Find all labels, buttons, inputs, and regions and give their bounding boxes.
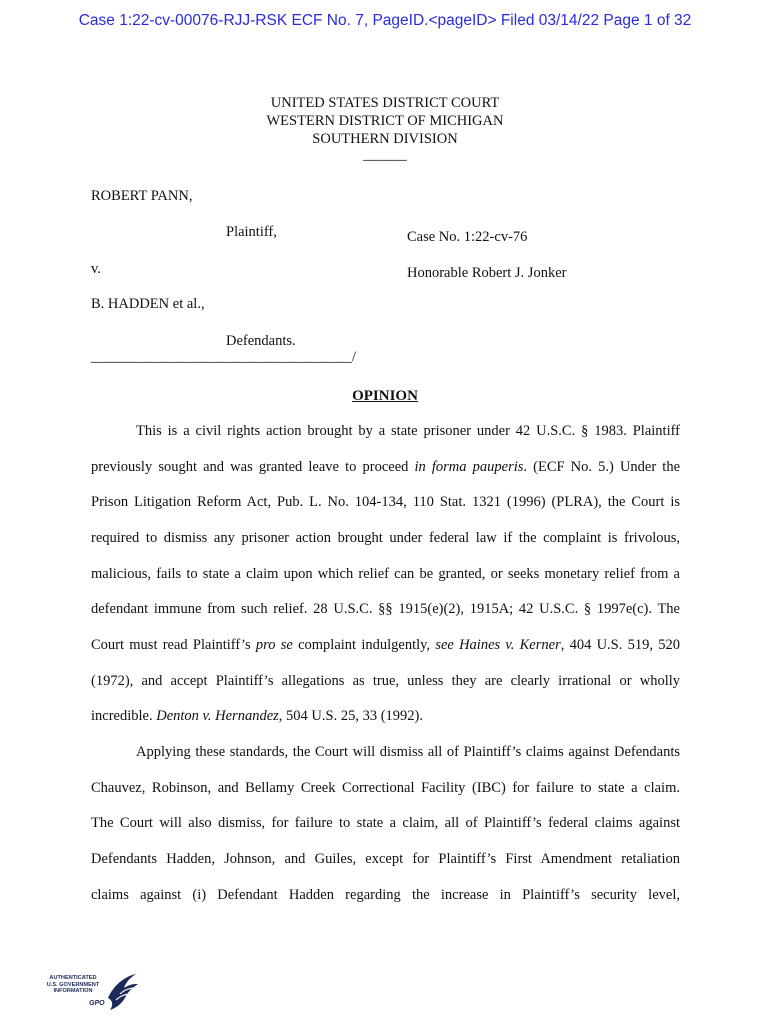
- body-line: Prison Litigation Reform Act, Pub. L. No. 104-134, 110 Stat. 1321 (1996) (PLRA), the Court is: [91, 494, 680, 510]
- versus: v.: [91, 261, 101, 277]
- body-line: Applying these standards, the Court will dismiss all of Plaintiff’s claims against Defendants: [136, 744, 680, 760]
- body-line: The Court will also dismiss, for failure to state a claim, all of Plaintiff’s federal claims against: [91, 815, 680, 831]
- eagle-icon: [100, 970, 140, 1016]
- body-line: defendant immune from such relief. 28 U.S.C. §§ 1915(e)(2), 1915A; 42 U.S.C. § 1997e(c). The: [91, 601, 680, 617]
- defendant-name: B. HADDEN et al.,: [91, 296, 205, 312]
- body-line: Chauvez, Robinson, and Bellamy Creek Correctional Facility (IBC) for failure to state a claim.: [91, 780, 680, 796]
- judge-name: Honorable Robert J. Jonker: [407, 265, 567, 281]
- opinion-title: OPINION: [352, 388, 418, 404]
- case-number: Case No. 1:22-cv-76: [407, 229, 528, 245]
- body-line: previously sought and was granted leave to proceed in forma pauperis. (ECF No. 5.) Under the: [91, 459, 681, 475]
- court-division: SOUTHERN DIVISION: [312, 131, 458, 147]
- gpo-label: GPO: [89, 1000, 105, 1007]
- body-line: malicious, fails to state a claim upon which relief can be granted, or seeks monetary relief from a: [91, 566, 680, 582]
- seal-text: AUTHENTICATED U.S. GOVERNMENT INFORMATION: [46, 975, 100, 994]
- defendant-role: Defendants.: [226, 333, 296, 349]
- body-line: required to dismiss any prisoner action brought under federal law if the complaint is frivolous,: [91, 530, 680, 546]
- caption-closing-line: ____________________________________/: [91, 349, 357, 365]
- body-line: This is a civil rights action brought by a state prisoner under 42 U.S.C. § 1983. Plaintiff: [136, 423, 680, 439]
- ecf-header: Case 1:22-cv-00076-RJJ-RSK ECF No. 7, PageID.<pageID> Filed 03/14/22 Page 1 of 32: [78, 12, 692, 29]
- gpo-authentication-seal: [42, 970, 142, 1016]
- body-line: Defendants Hadden, Johnson, and Guiles, except for Plaintiff’s First Amendment retaliation: [91, 851, 680, 867]
- court-district: WESTERN DISTRICT OF MICHIGAN: [266, 113, 504, 129]
- court-rule: ______: [363, 147, 407, 163]
- plaintiff-role: Plaintiff,: [226, 224, 277, 240]
- body-line: incredible. Denton v. Hernandez, 504 U.S. 25, 33 (1992).: [91, 708, 423, 724]
- body-line: claims against (i) Defendant Hadden regarding the increase in Plaintiff’s security level,: [91, 887, 680, 903]
- body-line: Court must read Plaintiff’s pro se complaint indulgently, see Haines v. Kerner, 404 U.S. 519, 520: [91, 637, 680, 653]
- body-line: (1972), and accept Plaintiff’s allegations as true, unless they are clearly irrational or wholly: [91, 673, 680, 689]
- court-name: UNITED STATES DISTRICT COURT: [270, 95, 500, 111]
- plaintiff-name: ROBERT PANN,: [91, 188, 193, 204]
